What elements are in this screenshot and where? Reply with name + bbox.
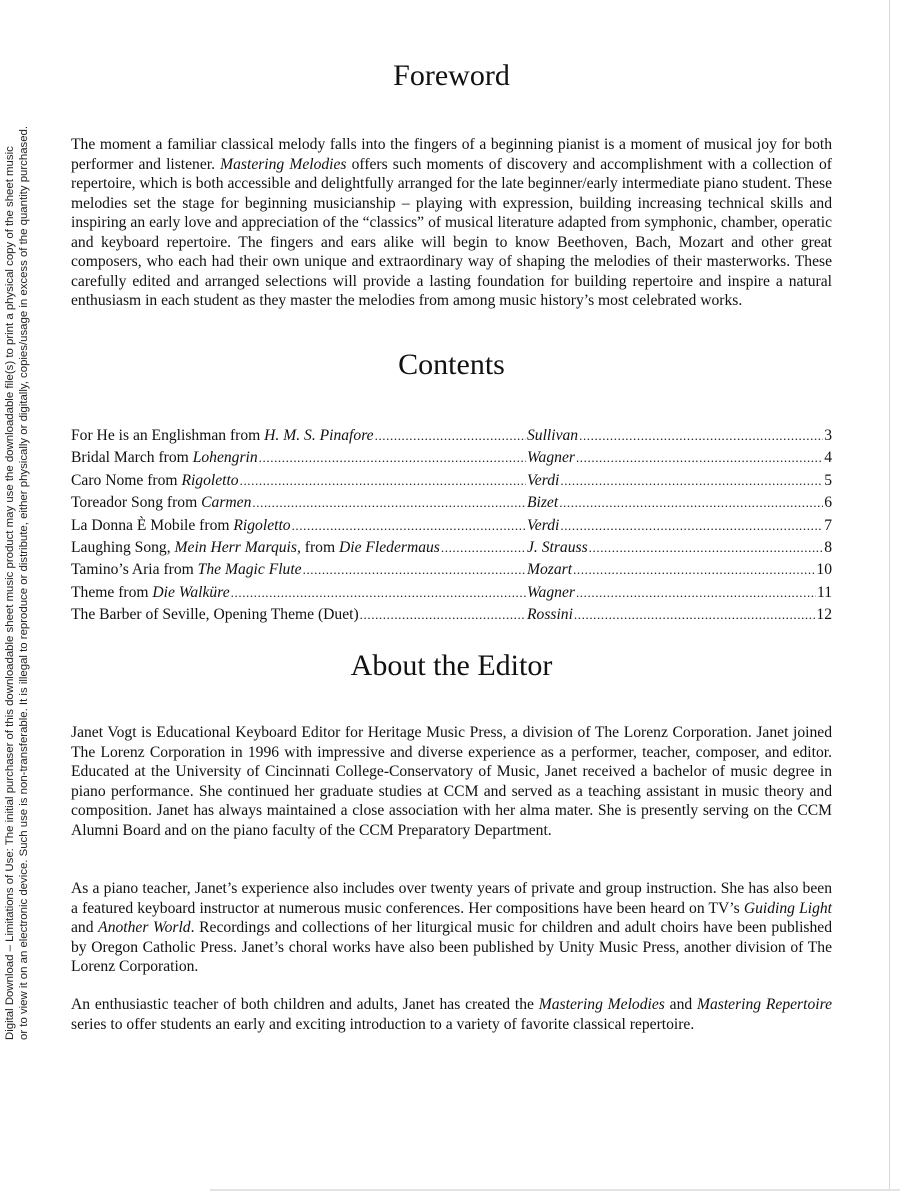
foreword-text-part: The moment a familiar classical melody falls into the fingers of a beginning pianist is a moment of musical joy for both performer and listener.	[71, 136, 832, 173]
toc-entry-title	[71, 582, 527, 604]
dot-leader	[441, 537, 526, 559]
toc-work-title: Carmen	[201, 494, 252, 512]
toc-work-title: Die Walküre	[152, 583, 230, 601]
toc-title-text: Toreador Song from	[71, 494, 202, 512]
dot-leader	[576, 447, 823, 469]
dot-leader	[252, 492, 526, 514]
contents-heading: Contents	[398, 348, 505, 381]
toc-work-title: Die Fledermaus	[338, 538, 440, 556]
dot-leader	[240, 470, 526, 492]
page-edge	[889, 0, 890, 1191]
dot-leader	[589, 537, 823, 559]
toc-work-title: The Magic Flute	[197, 561, 302, 579]
dot-leader	[559, 492, 823, 514]
toc-composer: Verdi	[527, 516, 560, 534]
toc-title-text: Laughing Song,	[71, 538, 175, 556]
toc-title-text: Tamino’s Aria from	[71, 561, 198, 579]
dot-leader	[259, 447, 526, 469]
toc-entry	[71, 515, 832, 537]
toc-page-number: 4	[824, 449, 832, 467]
dot-leader	[560, 470, 823, 492]
toc-page-number: 3	[824, 427, 832, 444]
series-title: Mastering Melodies	[538, 996, 665, 1013]
usage-notice-line-2: or to view it on an electronic device. Such use is non-transferable. It is illegal to reproduce or distribute, either physically or digitally, copies/usage in excess of the quantity purchased.	[18, 125, 30, 1040]
toc-title-text: Caro Nome from	[71, 471, 182, 489]
editor-paragraph-2	[71, 879, 832, 977]
toc-entry	[71, 537, 832, 559]
toc-composer: Verdi	[527, 471, 560, 489]
toc-composer: Wagner	[527, 583, 575, 601]
dot-leader	[579, 425, 823, 447]
toc-page-number: 6	[824, 494, 832, 512]
editor-text-part: An enthusiastic teacher of both children and adults, Janet has created the	[71, 996, 539, 1013]
toc-entry	[71, 492, 832, 514]
toc-page-number: 10	[816, 561, 832, 579]
toc-composer: Wagner	[527, 449, 575, 467]
foreword-book-title: Mastering Melodies	[220, 155, 347, 173]
toc-entry-title	[71, 425, 527, 447]
toc-entry	[71, 470, 832, 492]
show-title: Guiding Light	[743, 899, 832, 917]
toc-work-title: Rigoletto	[233, 516, 291, 534]
toc-composer: Sullivan	[527, 427, 579, 444]
foreword-heading: Foreword	[393, 59, 510, 92]
editor-text-part: and	[71, 919, 99, 936]
toc-title-text: Bridal March from	[71, 449, 193, 467]
toc-entry-title	[71, 537, 527, 559]
usage-notice-line-1: Digital Download – Limitations of Use: The initial purchaser of this downloadable sheet music product may use the downloadable file(s) to print a physical copy of the sheet music	[4, 146, 16, 1040]
table-of-contents	[71, 425, 832, 627]
editor-paragraph-1: Janet Vogt is Educational Keyboard Editor for Heritage Music Press, a division of The Lorenz Corporation. Janet joined The Lorenz Corporation in 1996 with impressive and diverse experience as a performer, teacher, composer, and editor. Educated at the University of Cincinnati College-Conservatory of Music, Janet received a bachelor of music degree in piano performance. She continued her graduate studies at CCM and served as a teaching assistant in music theory and composition. Janet has always maintained a close association with her alma mater. She is presently serving on the CCM Alumni Board and on the piano faculty of the CCM Preparatory Department.	[71, 724, 832, 839]
editor-text-part: . Recordings and collections of her liturgical music for children and adult choirs have been published by Oregon Catholic Press. Janet’s choral works have also been published by Unity Music Press, another division of The Lorenz Corporation.	[71, 919, 832, 975]
dot-leader	[360, 604, 526, 626]
editor-text-part: series to offer students an early and exciting introduction to a variety of favorite classical repertoire.	[71, 1015, 695, 1033]
usage-notice	[3, 0, 39, 1050]
editor-text-part: As a piano teacher, Janet’s experience also includes over twenty years of private and group instruction. She has also been a featured keyboard instructor at numerous music conferences. Her compositions have been heard on TV’s	[71, 880, 832, 917]
toc-entry-title	[71, 559, 527, 581]
toc-page-number: 7	[824, 516, 832, 534]
toc-work-title: Lohengrin	[192, 449, 258, 467]
toc-entry-title	[71, 470, 527, 492]
foreword-text-part: offers such moments of discovery and accomplishment with a collection of repertoire, which is both accessible and delightfully arranged for the late beginner/early intermediate piano student. These melodies set the stage for beginning musicianship – playing with expression, building increasing technical skills and inspiring an early love and appreciation of the “classics” of musical literature adapted from symphonic, chamber, operatic and keyboard repertoire. The fingers and ears alike will begin to know Beethoven, Bach, Mozart and other great composers, who each had their own unique and extraordinary way of shaping the melodies of their masterworks. These carefully edited and arranged selections will provide a lasting foundation for building repertoire and inspire a natural enthusiasm in each student as they master the melodies from among music history’s most celebrated works.	[71, 155, 832, 309]
editor-heading: About the Editor	[350, 649, 553, 682]
dot-leader	[303, 559, 526, 581]
toc-work-title: H. M. S. Pinafore	[264, 427, 374, 444]
toc-title-text: Theme from	[71, 583, 153, 601]
dot-leader	[231, 582, 526, 604]
toc-entry-title	[71, 447, 527, 469]
editor-text-part: and	[664, 996, 697, 1013]
toc-entry	[71, 582, 832, 604]
dot-leader	[576, 582, 816, 604]
dot-leader	[560, 515, 823, 537]
toc-entry-title	[71, 604, 527, 626]
toc-page-number: 8	[824, 538, 832, 556]
toc-entry	[71, 425, 832, 447]
toc-composer: Bizet	[527, 494, 559, 512]
toc-work-title: Rigoletto	[181, 471, 239, 489]
toc-entry-title	[71, 492, 527, 514]
dot-leader	[573, 559, 815, 581]
toc-composer: Rossini	[527, 606, 573, 624]
editor-paragraph-3	[71, 995, 832, 1034]
show-title: Another World	[98, 919, 191, 936]
toc-title-text: from	[300, 538, 339, 556]
toc-composer: Mozart	[527, 561, 573, 579]
dot-leader	[574, 604, 815, 626]
toc-title-text: The Barber of Seville, Opening Theme (Duet)	[71, 606, 359, 624]
toc-page-number: 12	[816, 606, 832, 624]
toc-composer: J. Strauss	[527, 538, 588, 556]
toc-page-number: 5	[824, 471, 832, 489]
toc-work-title: Mein Herr Marquis,	[174, 538, 301, 556]
series-title: Mastering Repertoire	[696, 996, 833, 1013]
toc-entry	[71, 559, 832, 581]
foreword-paragraph	[71, 135, 832, 311]
toc-entry	[71, 447, 832, 469]
toc-entry-title	[71, 515, 527, 537]
toc-title-text: La Donna È Mobile from	[71, 516, 234, 534]
toc-title-text: For He is an Englishman from	[71, 427, 265, 444]
toc-page-number: 11	[816, 583, 832, 601]
dot-leader	[292, 515, 526, 537]
toc-entry	[71, 604, 832, 626]
dot-leader	[375, 425, 526, 447]
